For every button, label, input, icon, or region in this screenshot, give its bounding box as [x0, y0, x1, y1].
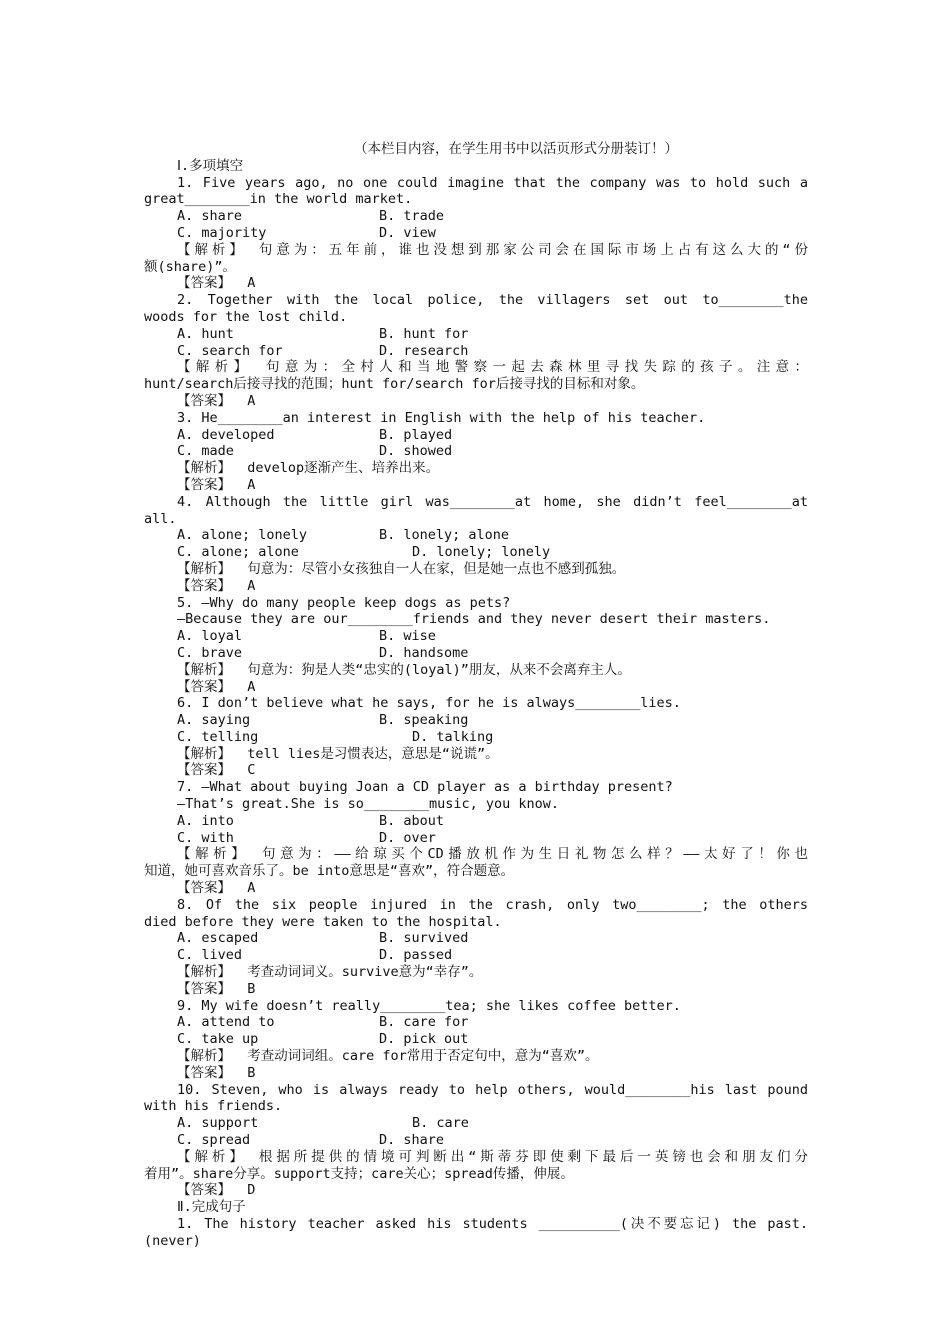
question-7	[144, 779, 808, 897]
option-c: C. majority	[177, 224, 267, 241]
options-row	[144, 1132, 808, 1149]
explanation: 【解析】 句意为：狗是人类“忠实的(loyal)”朋友，从来不会离弃主人。	[177, 661, 631, 678]
question-text: all.	[144, 510, 177, 527]
option-a: A. escaped	[177, 930, 259, 947]
option-a: A. hunt	[177, 325, 234, 342]
options-row	[144, 544, 808, 561]
options-row	[144, 1031, 808, 1048]
option-b: B. about	[379, 812, 445, 829]
options-row	[144, 443, 808, 460]
option-d: D. over	[379, 829, 436, 846]
options-row	[144, 930, 808, 947]
option-d: D. passed	[379, 947, 453, 964]
option-b: B. lonely; alone	[379, 527, 510, 544]
answer: 【答案】 D	[177, 1182, 256, 1199]
option-b: B. played	[379, 426, 453, 443]
question-text: with his friends.	[144, 1098, 283, 1115]
options-row	[144, 326, 808, 343]
question-text: 1. Five years ago, no one could imagine that the company was to hold such a	[177, 174, 808, 191]
option-b: B. care for	[379, 1014, 469, 1031]
question-text: great________in the world market.	[144, 191, 413, 208]
option-d: D. lonely; lonely	[412, 544, 551, 561]
answer: 【答案】 A	[177, 275, 256, 292]
explanation: 【解析】 句意为：五年前，谁也没想到那家公司会在国际市场上占有这么大的“份	[177, 241, 808, 258]
answer: 【答案】 A	[177, 678, 256, 695]
question-text: 9. My wife doesn’t really________tea; she likes coffee better.	[177, 997, 681, 1014]
question-4	[144, 494, 808, 595]
question-text: 8. Of the six people injured in the crash, only two________; the others	[177, 896, 808, 913]
options-row	[144, 343, 808, 360]
question-text: woods for the lost child.	[144, 308, 348, 325]
option-b: B. care	[412, 1115, 469, 1132]
options-row	[144, 208, 808, 225]
option-a: A. support	[177, 1115, 259, 1132]
answer: 【答案】 A	[177, 392, 256, 409]
option-b: B. trade	[379, 208, 445, 225]
answer: 【答案】 A	[177, 577, 256, 594]
option-c: C. brave	[177, 644, 243, 661]
options-row	[144, 813, 808, 830]
answer: 【答案】 A	[177, 476, 256, 493]
explanation: hunt/search后接寻找的范围；hunt for/search for后接寻找的目标和对象。	[144, 376, 645, 393]
page-header: （本栏目内容，在学生用书中以活页形式分册装订！）	[354, 141, 678, 157]
option-c: C. made	[177, 443, 234, 460]
options-row	[144, 1014, 808, 1031]
options-row	[144, 527, 808, 544]
explanation: 【解析】 句意为：——给琼买个CD播放机作为生日礼物怎么样？——太好了！你也	[177, 846, 808, 863]
explanation: 【解析】 句意为：尽管小女孩独自一人在家，但是她一点也不感到孤独。	[177, 560, 626, 577]
option-a: A. loyal	[177, 628, 243, 645]
question-text: died before they were taken to the hospital.	[144, 913, 502, 930]
explanation: 【解析】 句意为：全村人和当地警察一起去森林里寻找失踪的孩子。注意：	[177, 359, 808, 376]
explanation: 【解析】 考查动词词组。care for常用于否定句中，意为“喜欢”。	[177, 1048, 599, 1065]
option-d: D. pick out	[379, 1031, 469, 1048]
question-text: 4. Although the little girl was________at home, she didn’t feel________at	[177, 493, 808, 510]
options-row	[144, 947, 808, 964]
question-3	[144, 410, 808, 494]
question-8	[144, 897, 808, 998]
section-title-complete-sentences: Ⅱ.完成句子	[177, 1199, 246, 1216]
question-9	[144, 998, 808, 1082]
question-5	[144, 595, 808, 696]
option-a: A. saying	[177, 712, 251, 729]
option-a: A. developed	[177, 426, 275, 443]
question-text: 3. He________an interest in English with the help of his teacher.	[177, 409, 706, 426]
document-page	[144, 141, 808, 1250]
option-c: C. alone; alone	[177, 544, 299, 561]
question-text: 7. —What about buying Joan a CD player as a birthday present?	[177, 779, 673, 796]
section-title-multiple-choice: Ⅰ.多项填空	[177, 157, 244, 174]
question-text: —Because they are our________friends and they never desert their masters.	[177, 611, 771, 628]
explanation: 着用”。share分享。support支持；care关心；spread传播，伸展。	[144, 1165, 574, 1182]
option-b: B. hunt for	[379, 325, 469, 342]
question-10	[144, 1082, 808, 1200]
option-d: D. research	[379, 342, 469, 359]
option-c: C. search for	[177, 342, 283, 359]
sentence-text: 1. The history teacher asked his students __________(决不要忘记) the past.	[177, 1216, 808, 1232]
sentence-text: (never)	[144, 1232, 201, 1249]
option-d: D. share	[379, 1132, 445, 1149]
explanation: 【解析】 根据所提供的情境可判断出“斯蒂芬即使剩下最后一英镑也会和朋友们分	[177, 1148, 808, 1165]
question-text: 6. I don’t believe what he says, for he is always________lies.	[177, 695, 681, 712]
options-row	[144, 645, 808, 662]
explanation: 【解析】 tell lies是习惯表达，意思是“说谎”。	[177, 745, 499, 762]
explanation: 【解析】 考查动词词义。survive意为“幸存”。	[177, 964, 483, 981]
question-text: —That’s great.She is so________music, you know.	[177, 796, 560, 813]
question-text: 5. —Why do many people keep dogs as pets?	[177, 594, 511, 611]
question-1	[144, 175, 808, 293]
options-row	[144, 225, 808, 242]
options-row	[144, 1115, 808, 1132]
question-2	[144, 292, 808, 410]
sentence-1	[144, 1216, 808, 1250]
question-text: 10. Steven, who is always ready to help others, would________his last pound	[177, 1081, 808, 1098]
answer: 【答案】 C	[177, 762, 256, 779]
option-b: B. wise	[379, 628, 436, 645]
options-row	[144, 712, 808, 729]
option-d: D. view	[379, 224, 436, 241]
option-c: C. spread	[177, 1132, 251, 1149]
options-row	[144, 628, 808, 645]
option-a: A. alone; lonely	[177, 527, 308, 544]
question-6	[144, 695, 808, 779]
option-b: B. survived	[379, 930, 469, 947]
option-a: A. attend to	[177, 1014, 275, 1031]
answer: 【答案】 B	[177, 980, 256, 997]
option-d: D. talking	[412, 728, 494, 745]
options-row	[144, 830, 808, 847]
option-c: C. with	[177, 829, 234, 846]
question-text: 2. Together with the local police, the villagers set out to________the	[177, 292, 808, 309]
options-row	[144, 427, 808, 444]
option-b: B. speaking	[379, 712, 469, 729]
explanation: 【解析】 develop逐渐产生、培养出来。	[177, 460, 440, 477]
answer: 【答案】 A	[177, 880, 256, 897]
answer: 【答案】 B	[177, 1064, 256, 1081]
options-row	[144, 729, 808, 746]
explanation: 额(share)”。	[144, 258, 237, 275]
option-a: A. into	[177, 812, 234, 829]
option-d: D. showed	[379, 443, 453, 460]
option-c: C. take up	[177, 1031, 259, 1048]
option-a: A. share	[177, 208, 243, 225]
option-c: C. lived	[177, 947, 243, 964]
option-c: C. telling	[177, 728, 259, 745]
explanation: 知道，她可喜欢音乐了。be into意思是“喜欢”，符合题意。	[144, 863, 515, 880]
option-d: D. handsome	[379, 644, 469, 661]
